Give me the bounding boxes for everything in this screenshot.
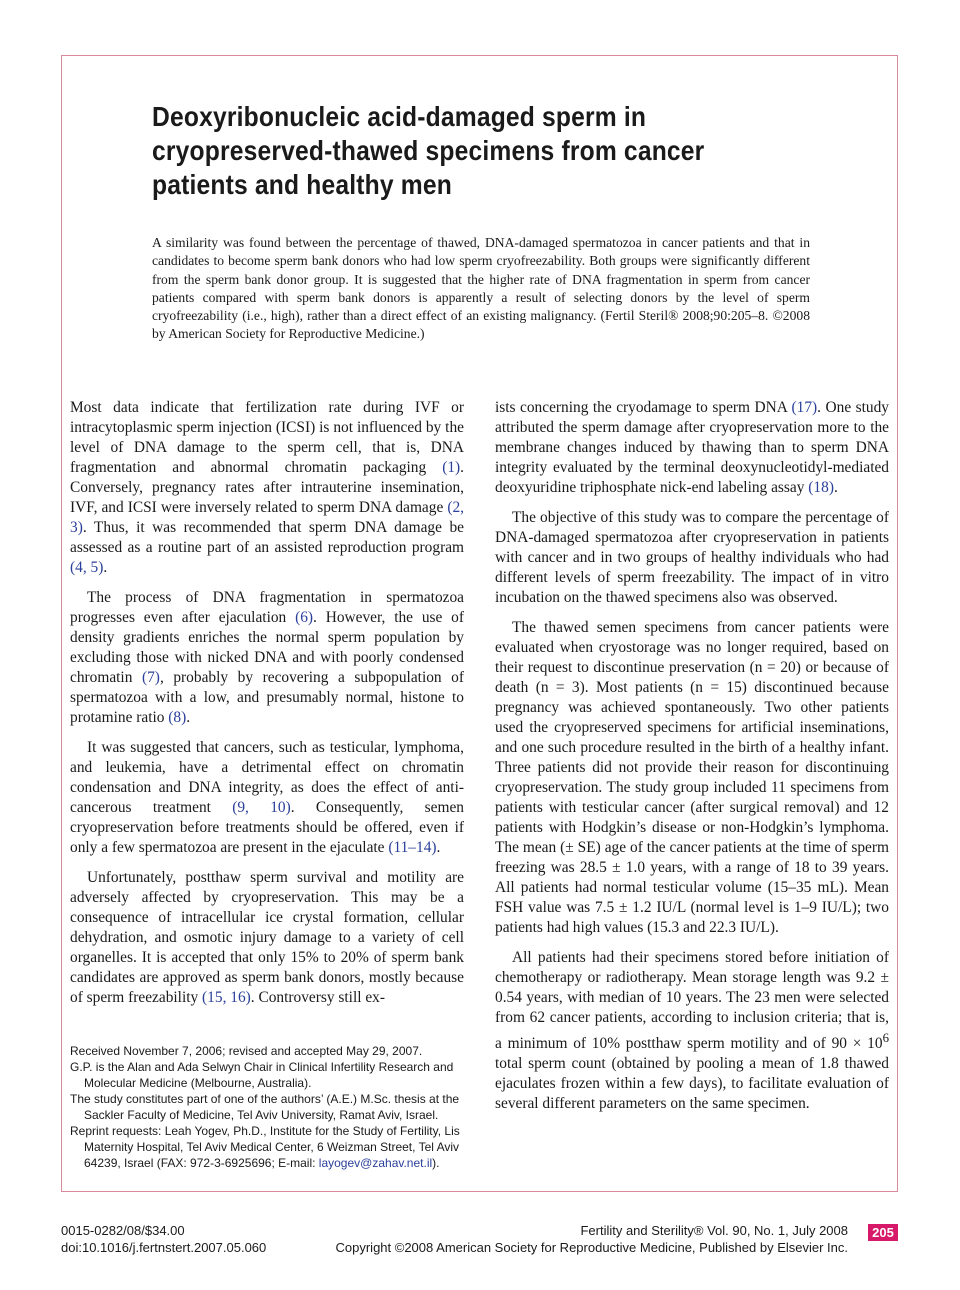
footer-right — [336, 1222, 849, 1256]
body-paragraph: The process of DNA fragmentation in spermatozoa progresses even after ejaculation (6). However, the use of density gradients enriches the normal sperm population by excluding those with nicked DNA and with poorly condensed chromatin (7), probably by recovering a subpopulation of spermatozoa with a low, and presumably normal, histone to protamine ratio (8). — [70, 589, 465, 726]
footnote-chair: G.P. is the Alan and Ada Selwyn Chair in Clinical Infertility Research and Molecular Medicine (Melbourne, Australia). — [70, 1060, 454, 1090]
body-paragraph: All patients had their specimens stored before initiation of chemotherapy or radiotherapy. Mean storage length was 9.2 ± 0.54 years, with median of 10 years. The 23 men were selected from 62 cancer patients, according to inclusion criteria; that is, a minimum of 10% postthaw sperm motility and of $90 \times 10^6$ total sperm count (obtained by pooling a mean of 1.8 thawed ejaculates frozen within a few days), to facilitate evaluation of several different parameters on the same specimen. — [495, 949, 889, 1113]
citation-link[interactable]: (17) — [791, 399, 818, 416]
body-paragraph: It was suggested that cancers, such as testicular, lymphoma, and leukemia, have a detrimental effect on chromatin condensation and DNA integrity, as does the effect of anti-cancerous treatment (9, 10). Consequently, semen cryopreservation before treatments should be offered, even if only a few spermatozoa are present in the ejaculate (11–14). — [70, 739, 464, 856]
abstract: A similarity was found between the percentage of thawed, DNA-damaged spermatozoa in cancer patients and that in candidates to become sperm bank donors who had low sperm cryofreezability. Both groups were significantly different from the sperm bank donor group. It is suggested that the higher rate of DNA fragmentation in sperm from cancer patients compared with sperm bank donors is apparently a result of selecting donors by the level of sperm cryofreezability (i.e., high), rather than a direct effect of an existing malignancy. (Fertil Steril® 2008;90:205–8. ©2008 by American Society for Reproductive Medicine.) — [152, 235, 810, 342]
article-title — [152, 100, 715, 202]
citation-link[interactable]: (6) — [295, 609, 314, 626]
title-line: cryopreserved-thawed specimens from cancer — [152, 135, 705, 166]
footer-left — [61, 1222, 266, 1256]
email-link[interactable]: layogev@zahav.net.il — [318, 1156, 433, 1170]
body-paragraph: Most data indicate that fertilization rate during IVF or intracytoplasmic sperm injection (ICSI) is not influenced by the level of DNA damage to the sperm cell, that is, DNA fragmentation and abnormal chromatin packaging (1). Conversely, pregnancy rates after intrauterine insemination, IVF, and ICSI were inversely related to sperm DNA damage (2, 3). Thus, it was recommended that sperm DNA damage be assessed as a routine part of an assisted reproduction program (4, 5). — [70, 399, 464, 576]
left-column — [70, 398, 464, 1018]
page-number-badge: 205 — [868, 1224, 898, 1241]
body-paragraph: The thawed semen specimens from cancer patients were evaluated when cryostorage was no longer required, based on their request to discontinue preservation (n = 20) or because of death (n = 3). Most patients (n = 15) discontinued because pregnancy was achieved spontaneously. Two other patients used the cryopreserved specimens for artificial inseminations, and one such procedure resulted in the birth of a healthy infant. Three patients did not provide their reason for discontinuing cryopreservation. The study group included 11 specimens from patients with testicular cancer (after surgical removal) and 12 patients with Hodgkin’s disease or non-Hodgkin’s lymphoma. The mean (± SE) age of the cancer patients at the time of sperm freezing was 28.5 ± 1.0 years, with a range of 18 to 39 years. All patients had normal testicular volume (15–35 mL). Mean FSH value was 7.5 ± 1.2 IU/L (normal level is 1–9 IU/L); two patients had high values (15.3 and 22.3 IU/L). — [495, 619, 889, 936]
footnote-thesis: The study constitutes part of one of the authors’ (A.E.) M.Sc. thesis at the Sackler Faculty of Medicine, Tel Aviv University, Ramat Aviv, Israel. — [70, 1092, 460, 1122]
citation-link[interactable]: (11–14) — [388, 839, 437, 856]
citation-link[interactable]: (7) — [141, 669, 160, 686]
footnotes — [70, 1043, 466, 1171]
citation-link[interactable]: (1) — [442, 459, 461, 476]
citation-link[interactable]: (15, 16) — [202, 989, 251, 1006]
footnote-received: Received November 7, 2006; revised and accepted May 29, 2007. — [70, 1044, 423, 1058]
doi: doi:10.1016/j.fertnstert.2007.05.060 — [61, 1240, 267, 1255]
copyright-line: Copyright ©2008 American Society for Reproductive Medicine, Published by Elsevier Inc. — [335, 1240, 848, 1255]
citation-link[interactable]: (8) — [168, 709, 187, 726]
citation-link[interactable]: (2, 3) — [70, 499, 464, 536]
body-paragraph: Unfortunately, postthaw sperm survival and motility are adversely affected by cryopreservation. This may be a consequence of intracellular ice crystal formation, cellular dehydration, and osmotic injury damage to a variety of cell organelles. It is accepted that only 15% to 20% of sperm bank candidates are approved as sperm bank donors, mostly because of sperm freezability (15, 16). Controversy still ex- — [70, 869, 464, 1006]
citation-link[interactable]: (18) — [808, 479, 834, 496]
issn-code: 0015-0282/08/$34.00 — [61, 1223, 185, 1238]
journal-citation: Fertility and Sterility® Vol. 90, No. 1, July 2008 — [580, 1223, 848, 1238]
body-paragraph: The objective of this study was to compare the percentage of DNA-damaged spermatozoa after cryopreservation in patients with cancer and in two groups of healthy individuals who had different levels of sperm freezability. The impact of in vitro incubation on the thawed specimens also was observed. — [495, 509, 889, 606]
citation-link[interactable]: (4, 5) — [70, 559, 104, 576]
title-line: Deoxyribonucleic acid-damaged sperm in — [152, 101, 647, 132]
right-column — [495, 398, 889, 1124]
footnote-reprint: Reprint requests: Leah Yogev, Ph.D., Institute for the Study of Fertility, Lis Maternity Hospital, Tel Aviv Medical Center, 6 Weizman Street, Tel Aviv 64239, Israel (FAX: 972-3-6925696; E-mail: layogev@zahav.net.il). — [70, 1124, 460, 1170]
title-line: patients and healthy men — [152, 169, 452, 200]
citation-link[interactable]: (9, 10) — [232, 799, 291, 816]
body-paragraph: ists concerning the cryodamage to sperm DNA (17). One study attributed the sperm damage after cryopreservation more to the membrane changes induced by thawing than to sperm DNA integrity evaluated by the terminal deoxynucleotidyl-mediated deoxyuridine triphosphate nick-end labeling assay (18). — [495, 399, 889, 496]
